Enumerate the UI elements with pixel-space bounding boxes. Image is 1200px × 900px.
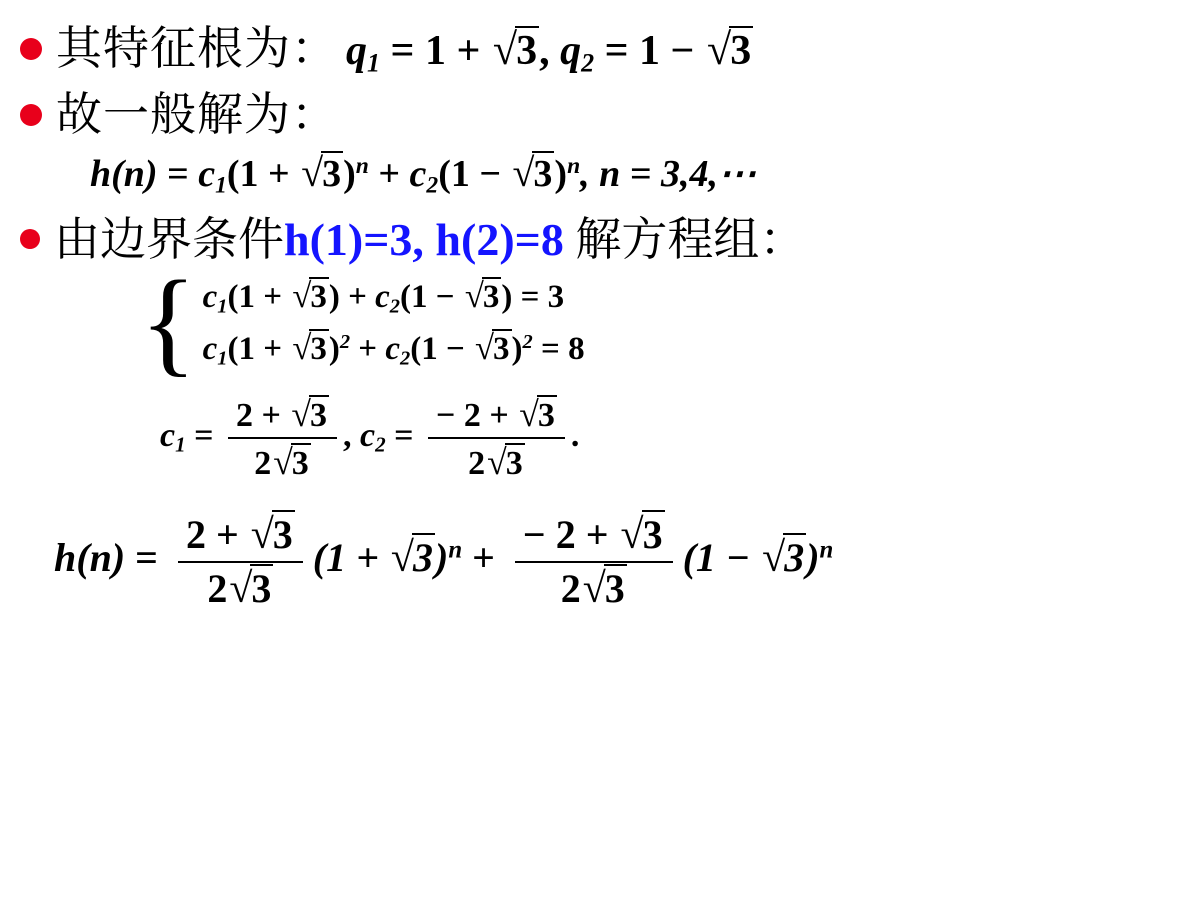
- left-brace-icon: {: [140, 255, 197, 387]
- sqrt-icon: √3: [620, 511, 663, 558]
- fraction-second-term: $\frac{- 2 + √3}{2√3}$: [515, 511, 673, 613]
- sqrt-icon: √3: [292, 329, 327, 368]
- sqrt-icon: √3: [291, 393, 327, 434]
- sqrt-icon: √3: [475, 329, 510, 368]
- fraction-c1: $\frac{2 + √3}{2√3}$: [228, 393, 337, 483]
- bullet-line-characteristic-roots: [20, 22, 1180, 78]
- sqrt-icon: √3: [250, 511, 293, 558]
- sqrt-icon: √3: [512, 149, 553, 195]
- characteristic-roots-label: 其特征根为：: [56, 23, 338, 74]
- general-solution-label: 故一般解为：: [56, 89, 338, 141]
- bullet-dot-icon: [20, 104, 42, 126]
- sqrt-icon: √3: [292, 277, 327, 316]
- sqrt-icon: √3: [762, 535, 805, 582]
- boundary-suffix-label: 解方程组：: [563, 214, 806, 266]
- sqrt-icon: √3: [464, 277, 500, 316]
- sqrt-icon: √3: [273, 441, 309, 482]
- fraction-c2: $\frac{- 2 + √3}{2√3}$: [428, 393, 565, 483]
- sqrt-icon: √3: [582, 565, 625, 612]
- sqrt-icon: √3: [301, 149, 342, 195]
- boundary-conditions-highlight: h(1)=3, h(2)=8: [284, 214, 564, 266]
- characteristic-roots-math: $q_1 = 1 + √3$, $q_2 = 1 - √3$: [346, 25, 752, 78]
- coefficient-values: $c_1$ = $\frac{2 + √3}{2√3}$ , $c_2$ = $\frac{- 2 + √3}{2√3}$ .: [160, 393, 580, 482]
- bullet-line-general-solution: [20, 88, 1180, 142]
- sqrt-icon: √3: [492, 25, 538, 74]
- sqrt-icon: √3: [706, 25, 752, 74]
- general-solution-equation: $h(n) = c_1(1 + √3)^n + c_2(1 - √3)^n$, n = 3,4,⋯: [90, 149, 756, 199]
- fraction-first-term: $\frac{2 + √3}{2√3}$: [178, 511, 303, 613]
- boundary-prefix-label: 由边界条件: [54, 214, 284, 266]
- sqrt-icon: √3: [229, 565, 272, 612]
- final-closed-form-equation: h(n) = $\frac{2 + √3}{2√3}$ $(1 + √3)^n$ + $\frac{- 2 + √3}{2√3}$ $(1 - √3)^n$: [54, 511, 834, 612]
- system-equation-2: $c_1(1 + √3)^2 + c_2(1 - √3)^2 = 8$: [202, 329, 585, 370]
- system-equation-1: $c_1(1 + √3) + c_2(1 - √3) = 3$: [202, 277, 565, 319]
- sqrt-icon: √3: [487, 441, 523, 482]
- bullet-dot-icon: [20, 38, 42, 60]
- sqrt-icon: √3: [519, 393, 555, 434]
- sqrt-icon: √3: [390, 535, 433, 582]
- bullet-dot-icon: [20, 229, 40, 249]
- equation-system: [140, 255, 1180, 387]
